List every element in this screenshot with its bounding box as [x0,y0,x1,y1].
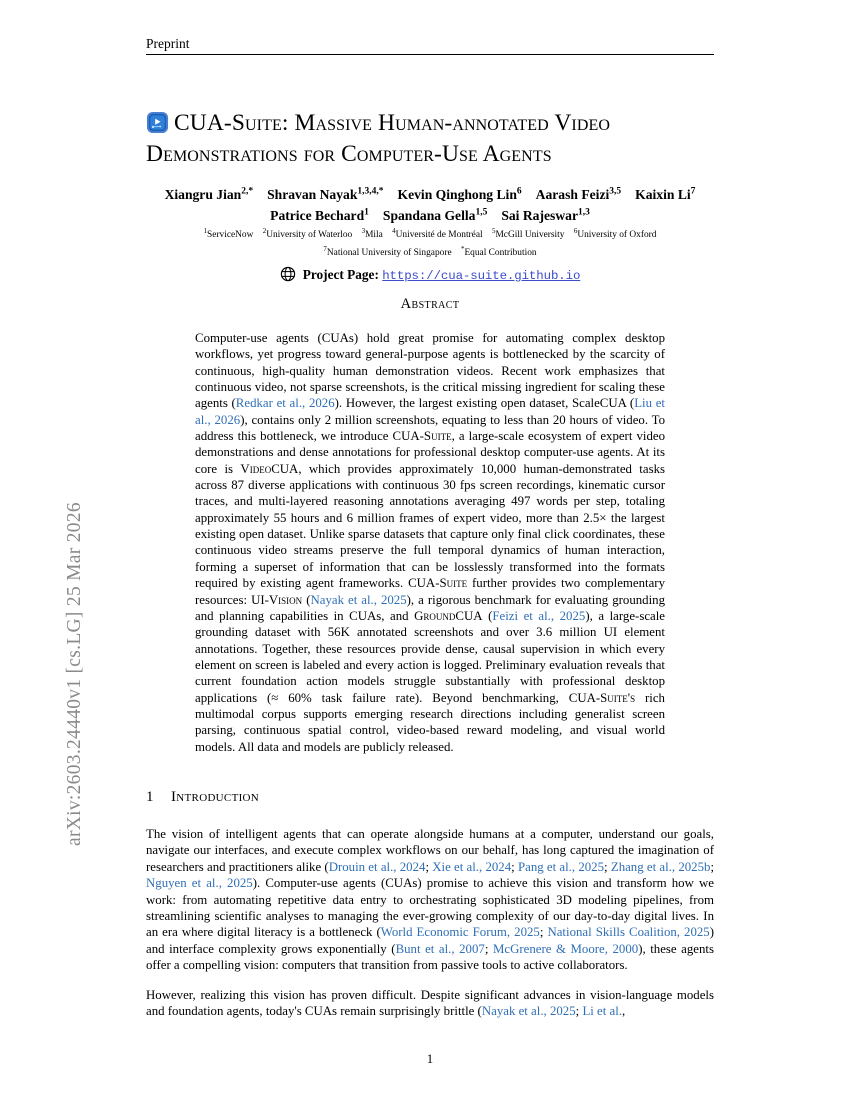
affiliation-item: $^3$Mila [361,227,383,241]
author-row [146,204,714,226]
citation-link[interactable]: World Economic Forum, 2025 [380,925,540,940]
title-text-1d: Massive Human-annotated Video [294,110,611,136]
author-affiliation-marker: 6 [516,186,522,196]
title-text-2: Demonstrations for Computer-Use Agents [146,141,552,167]
author-affiliation-marker: 1,3 [577,207,590,218]
citation-link[interactable]: Feizi et al., 2025 [492,608,586,623]
affiliation-item: $^1$ServiceNow [203,227,254,241]
entity-name: GroundCUA [414,608,483,623]
citation-link[interactable]: Nayak et al., 2025 [310,592,407,607]
citation-link[interactable]: National Skills Coalition, 2025 [547,925,710,940]
abstract-heading: Abstract [400,296,460,312]
body-paragraph-2: However, realizing this vision has proven difficult. Despite significant advances in vision-language models and foundation agents, today's CUAs remain surprisingly brittle (Nayak et al., 2025; Li et al., [146,987,714,1019]
author-affiliation-marker: 1,3,4,* [357,186,384,196]
page-number: 1 [426,1052,434,1066]
author-name: Spandana Gella$^{1,5}$ [382,207,488,224]
affiliation-list [146,224,714,260]
citation-link[interactable]: Drouin et al., 2024 [328,859,426,874]
section-title: Introduction [171,789,260,805]
citation-link[interactable]: Zhang et al., 2025b [610,859,711,874]
author-name: Shravan Nayak$^{1,3,4,*}$ [267,186,384,202]
entity-name: VideoCUA [240,461,299,476]
author-affiliation-marker: 7 [690,186,696,196]
author-name: Aarash Feizi$^{3,5}$ [535,186,622,202]
entity-name: UI-Vision [251,592,303,607]
citation-link[interactable]: Xie et al., 2024 [432,859,512,874]
title-text-1a: CUA- [174,110,232,136]
arxiv-stamp [0,0,100,1100]
author-name: Xiangru Jian$^{2,*}$ [164,186,254,202]
running-head-rule [146,54,714,55]
section-heading-introduction [146,789,714,806]
section-number: 1 [146,789,154,805]
body-paragraph-1: The vision of intelligent agents that can operate alongside humans at a computer, understand our goals, navigate our interfaces, and execute complex workflows on our behalf, has long captured the imagination of researchers and practitioners alike (Drouin et al., 2024; Xie et al., 2024; Pang et al., 2025; Zhang et al., 2025b; Nguyen et al., 2025). Computer-use agents (CUAs) promise to achieve this vision and transform how we work: from automating repetitive data entry to orchestrating sophisticated 3D modeling pipelines, from streamlining scientific analyses to managing the ever-growing complexity of our day-to-day digital lives. In an era where digital literacy is a bottleneck (World Economic Forum, 2025; National Skills Coalition, 2025) and interface complexity grows exponentially (Bunt et al., 2007; McGrenere & Moore, 2000), these agents offer a compelling vision: computers that transition from passive tools to active collaborators. [146,827,715,973]
title-text-1c: : [281,110,295,136]
author-name: Kaixin Li$^7$ [635,186,696,202]
affiliation-marker: 6 [573,227,578,235]
affiliation-item: $^2$University of Waterloo [262,227,353,241]
project-page-link[interactable]: https://cua-suite.github.io [382,269,581,283]
affiliation-marker: 4 [392,227,396,235]
author-name: Patrice Bechard$^1$ [270,207,369,224]
author-name: Sai Rajeswar$^{1,3}$ [501,207,590,224]
arxiv-stamp-text: arXiv:2603.24440v1 [cs.LG] 25 Mar 2026 [64,502,85,846]
citation-link[interactable]: McGrenere & Moore, 2000 [492,941,639,956]
entity-name: CUA-Suite [408,576,468,591]
project-page-line [146,265,714,286]
body-text [146,826,714,1032]
title-text-1b: Suite [231,110,282,136]
title-line-1 [146,108,714,139]
author-affiliation-marker: 1,5 [475,207,488,218]
page-column [146,0,714,1100]
abstract-body: Computer-use agents (CUAs) hold great promise for automating complex desktop workflows, yet progress toward general-purpose agents is bottlenecked by the scarcity of continuous, high-quality human demonstration videos. Recent work emphasizes that continuous video, not sparse screenshots, is the critical missing ingredient for scaling these agents (Redkar et al., 2026). However, the largest existing open dataset, ScaleCUA (Liu et al., 2026), contains only 2 million screenshots, equating to less than 20 hours of video. To address this bottleneck, we introduce CUA-Suite, a large-scale ecosystem of expert video demonstrations and dense annotations for professional desktop computer-use agents. At its core is VideoCUA, which provides approximately 10,000 human-demonstrated tasks across 87 diverse applications with continuous 30 fps screen recordings, kinematic cursor traces, and multi-layered reasoning annotations averaging 497 words per step, totaling approximately 55 hours and 6 million frames of expert video, more than 2.5× the largest existing open dataset. Unlike sparse datasets that capture only final click coordinates, these continuous video streams preserve the full temporal dynamics of human interaction, forming a superset of information that can be losslessly transformed into the formats required by existing agent frameworks. CUA-Suite further provides two complementary resources: UI-Vision (Nayak et al., 2025), a rigorous benchmark for evaluating grounding and planning capabilities in CUAs, and GroundCUA (Feizi et al., 2025), a large-scale grounding dataset with 56K annotated screenshots and over 3.6 million UI element annotations. Together, these resources provide dense, causal supervision in which every element on screen is labeled and every action is logged. Preliminary evaluation reveals that current foundation action models struggle substantially with professional desktop applications (≈ 60% task failure rate). Beyond benchmarking, CUA-Suite's rich multimodal corpus supports emerging research directions including generalist screen parsing, continuous spatial control, video-based reward modeling, and visual world models. All data and models are publicly released. [195,331,665,754]
affiliation-marker: 5 [491,227,496,235]
author-affiliation-marker: 2,* [241,186,254,196]
video-app-icon [146,111,169,134]
citation-link[interactable]: Nguyen et al., 2025 [146,876,253,891]
entity-name: CUA-Suite's [568,690,636,705]
affiliation-marker: 7 [323,245,327,254]
project-page-label: Project Page: [302,267,379,282]
citation-link[interactable]: Redkar et al., 2026 [235,396,335,411]
citation-link[interactable]: Liu et al., 2026 [195,396,665,427]
citation-link[interactable]: Nayak et al., 2025 [481,1004,576,1019]
citation-link[interactable]: Pang et al., 2025 [517,859,605,874]
running-head [146,36,714,55]
entity-name: CUA-Suite [392,429,452,444]
affiliation-marker: 2 [262,227,267,235]
affiliation-item: $^5$McGill University [491,227,565,241]
author-affiliation-marker: 1 [364,207,369,218]
affiliation-item: *Equal Contribution [460,245,537,259]
author-affiliation-marker: 3,5 [609,186,622,196]
page-title [146,108,714,170]
affiliation-item: $^7$National University of Singapore [323,245,452,259]
author-row [146,182,714,204]
affiliation-marker: 1 [203,227,208,235]
affiliation-item: $^6$University of Oxford [573,227,657,241]
affiliation-item: $^4$Université de Montréal [392,227,483,241]
author-name: Kevin Qinghong Lin$^6$ [397,186,522,202]
affiliation-marker: 3 [361,227,366,235]
running-head-label: Preprint [146,36,190,51]
citation-link[interactable]: Bunt et al., 2007 [395,941,485,956]
author-list [146,182,714,225]
citation-link[interactable]: Li et al. [582,1004,623,1019]
globe-icon [280,266,296,282]
title-line-2 [146,139,714,170]
affiliation-marker: * [460,245,465,254]
